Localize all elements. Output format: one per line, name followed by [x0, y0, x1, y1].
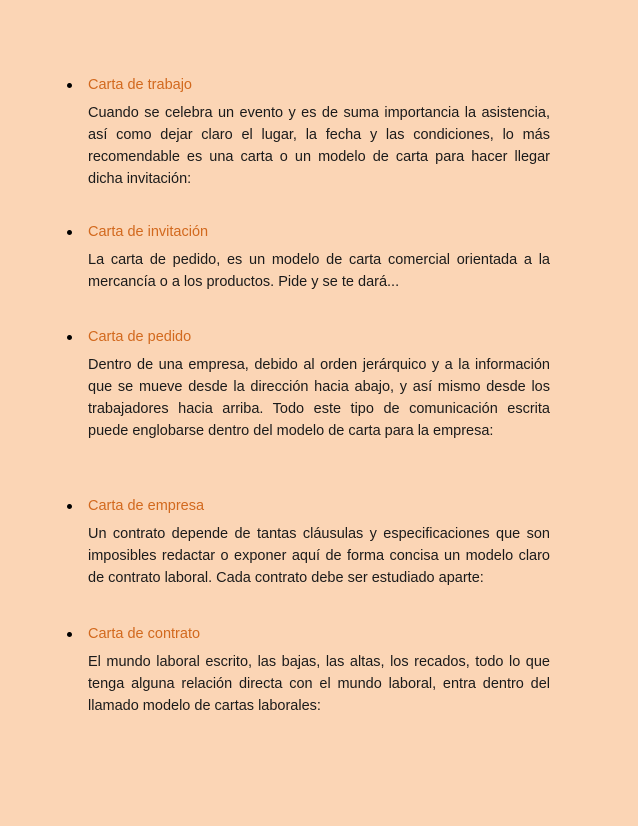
bullet-line — [66, 326, 550, 348]
section-carta-de-pedido — [66, 326, 550, 442]
section-paragraph: Dentro de una empresa, debido al orden jerárquico y a la información que se mueve desde la dirección hacia abajo, y así mismo desde los trabajadores hacia arriba. Todo este tipo de comunicación escrita puede englobarse dentro del modelo de carta para la empresa: — [88, 357, 550, 439]
bullet-icon — [67, 335, 72, 340]
section-heading: Carta de invitación — [88, 224, 209, 240]
section-paragraph: La carta de pedido, es un modelo de carta comercial orientada a la mercancía o a los productos. Pide y se te dará... — [88, 252, 550, 290]
section-heading: Carta de contrato — [88, 626, 201, 642]
bullet-icon — [67, 83, 72, 88]
section-heading: Carta de pedido — [88, 329, 192, 345]
section-carta-de-trabajo — [66, 74, 550, 190]
bullet-line — [66, 74, 550, 96]
bullet-icon — [67, 230, 72, 235]
bullet-icon — [67, 504, 72, 509]
bullet-line — [66, 495, 550, 517]
bullet-line — [66, 221, 550, 243]
section-carta-de-contrato — [66, 623, 550, 717]
section-paragraph: Un contrato depende de tantas cláusulas y especificaciones que son imposibles redactar o exponer aquí de forma concisa un modelo claro de contrato laboral. Cada contrato debe ser estudiado aparte: — [88, 526, 550, 586]
bullet-icon — [67, 632, 72, 637]
bullet-line — [66, 623, 550, 645]
section-carta-de-invitacion — [66, 221, 550, 293]
section-heading: Carta de empresa — [88, 498, 205, 514]
section-paragraph: El mundo laboral escrito, las bajas, las altas, los recados, todo lo que tenga alguna relación directa con el mundo laboral, entra dentro del llamado modelo de cartas laborales: — [88, 654, 550, 714]
section-carta-de-empresa — [66, 495, 550, 589]
section-heading: Carta de trabajo — [88, 77, 192, 93]
section-paragraph: Cuando se celebra un evento y es de suma importancia la asistencia, así como dejar claro el lugar, la fecha y las condiciones, lo más recomendable es una carta o un modelo de carta para hacer llegar dicha invitación: — [88, 105, 550, 187]
